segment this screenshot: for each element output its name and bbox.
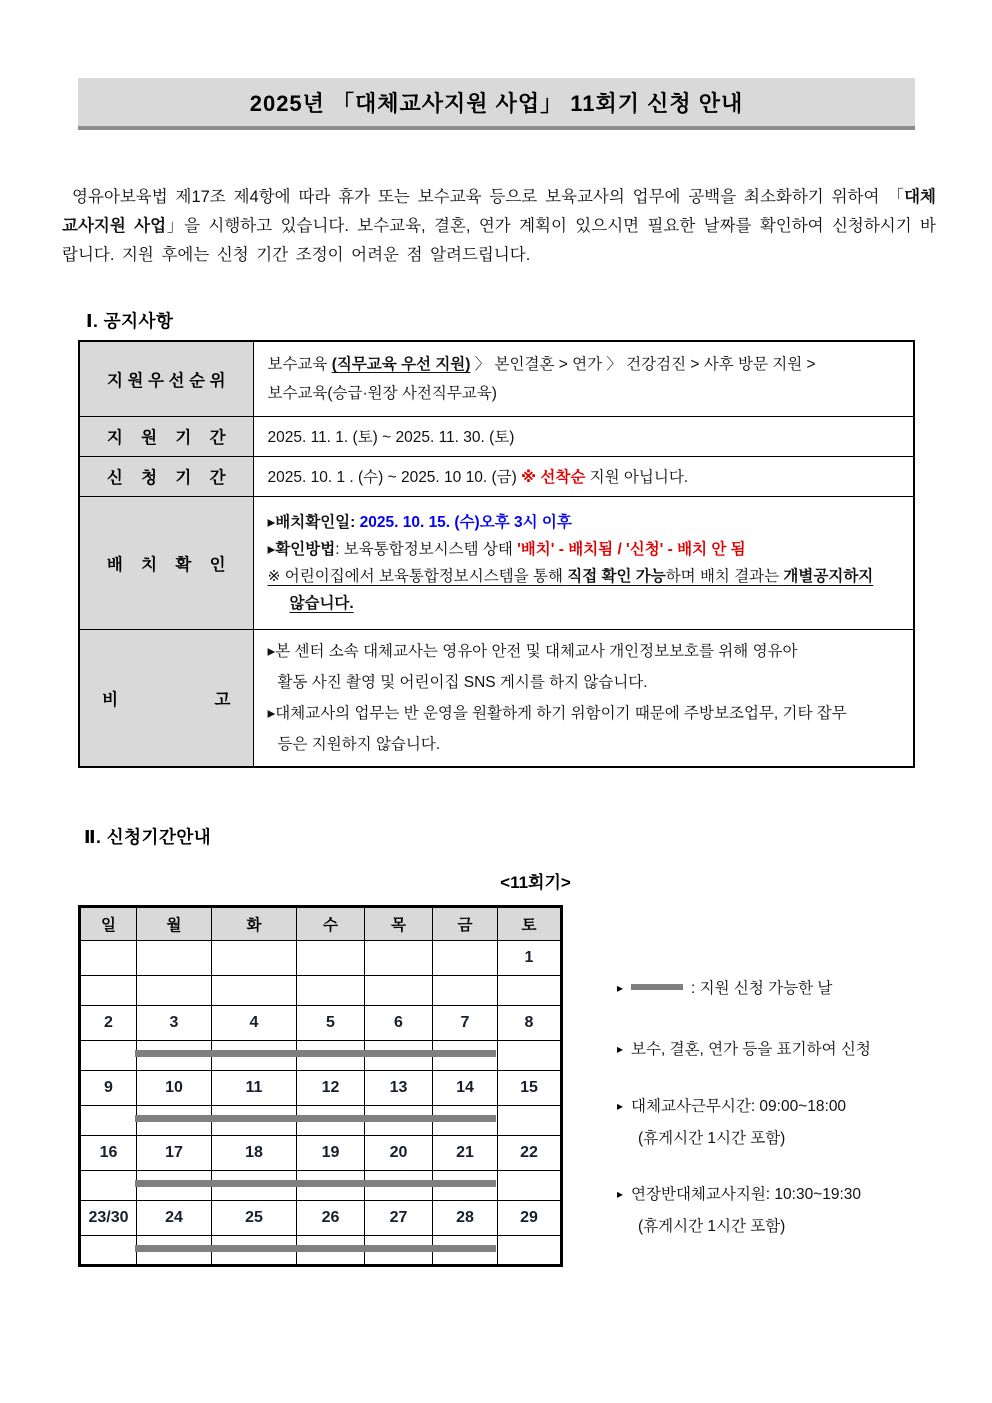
legend-work-hours-sub: (휴게시간 1시간 포함) bbox=[638, 1130, 786, 1147]
priority-line2: 보수교육(승급·원장 사전직무교육) bbox=[267, 384, 497, 402]
calendar-week5 bbox=[80, 1201, 562, 1236]
assignment-note-pre: ※ 어린이집에서 보육통합정보시스템을 통해 bbox=[267, 567, 568, 585]
gray-bar-swatch-icon bbox=[631, 984, 683, 990]
legend-mark-reason bbox=[617, 1037, 871, 1059]
day-header-tue: 화 bbox=[212, 907, 297, 941]
calendar-week1 bbox=[80, 941, 562, 976]
priority-pre: 보수교육 bbox=[267, 355, 332, 373]
calendar-day: 29 bbox=[498, 1201, 562, 1236]
calendar-header-row bbox=[80, 907, 562, 941]
calendar-day bbox=[297, 941, 365, 976]
assignment-date-value: 2025. 10. 15. (수)오후 3시 이후 bbox=[355, 513, 572, 531]
application-available-bar bbox=[135, 1050, 496, 1057]
day-header-fri: 금 bbox=[433, 907, 498, 941]
day-header-mon: 월 bbox=[137, 907, 212, 941]
application-available-bar bbox=[135, 1180, 496, 1187]
calendar-week2 bbox=[80, 1006, 562, 1041]
triangle-bullet-icon: ▸ bbox=[617, 1187, 624, 1201]
intro-paragraph bbox=[62, 183, 936, 270]
assignment-method-status: '배치' - 배치됨 / '신청' - 배치 안 됨 bbox=[517, 540, 746, 558]
assignment-date-label: ▸배치확인일: bbox=[267, 513, 356, 531]
calendar-day bbox=[365, 941, 433, 976]
calendar-day: 8 bbox=[498, 1006, 562, 1041]
intro-text-pre: 영유아보육법 제17조 제4항에 따라 휴가 또는 보수교육 등으로 보육교사의 업무에 공백을 최소화하기 위하여 「 bbox=[72, 188, 905, 206]
calendar-day: 15 bbox=[498, 1071, 562, 1106]
assignment-line2 bbox=[268, 536, 902, 563]
row-header-support-period: 지 원 기 간 bbox=[79, 416, 253, 456]
day-header-sun: 일 bbox=[80, 907, 137, 941]
page-title: 2025년 「대체교사지원 사업」 11회기 신청 안내 bbox=[249, 90, 744, 116]
row-header-apply-period: 신 청 기 간 bbox=[79, 456, 253, 496]
table-row bbox=[79, 416, 914, 456]
calendar-day: 12 bbox=[297, 1071, 365, 1106]
intro-text-post: 」을 시행하고 있습니다. 보수교육, 결혼, 연가 계획이 있으시면 필요한 날짜를 확인하여 신청하시기 바랍니다. 지원 후에는 신청 기간 조정이 어려운 점 알려드립니다. bbox=[62, 217, 936, 264]
table-row bbox=[79, 341, 914, 416]
remarks-bullet1-line1: ▸본 센터 소속 대체교사는 영유아 안전 및 대체교사 개인정보보호를 위해 영유아 bbox=[267, 642, 798, 660]
priority-post: 〉 본인결혼 > 연가 〉 건강검진 > 사후 방문 지원 > bbox=[470, 355, 816, 373]
day-header-thu: 목 bbox=[365, 907, 433, 941]
calendar-day bbox=[433, 941, 498, 976]
notice-table bbox=[78, 340, 915, 768]
triangle-bullet-icon: ▸ bbox=[617, 1042, 624, 1056]
remarks-bullet2-line1: ▸대체교사의 업무는 반 운영을 원활하게 하기 위함이기 때문에 주방보조업무, 기타 잡무 bbox=[267, 704, 847, 722]
round-label: <11회기> bbox=[500, 873, 571, 892]
row-header-priority: 지 원 우 선 순 위 bbox=[79, 341, 253, 416]
calendar-day: 1 bbox=[498, 941, 562, 976]
apply-period-value: 2025. 10. 1 . (수) ~ 2025. 10 10. (금) bbox=[267, 469, 522, 486]
calendar-week3 bbox=[80, 1071, 562, 1106]
assignment-method-label: ▸확인방법 bbox=[267, 540, 336, 558]
calendar-day bbox=[212, 941, 297, 976]
legend-extended-hours-text: 연장반대체교사지원: 10:30~19:30 bbox=[631, 1186, 862, 1203]
calendar-day: 10 bbox=[137, 1071, 212, 1106]
calendar-day: 5 bbox=[297, 1006, 365, 1041]
legend-extended-hours bbox=[617, 1182, 861, 1204]
calendar-day: 9 bbox=[80, 1071, 137, 1106]
calendar-day: 4 bbox=[212, 1006, 297, 1041]
calendar-day: 13 bbox=[365, 1071, 433, 1106]
remarks-bullet1-line2: 활동 사진 촬영 및 어린이집 SNS 게시를 하지 않습니다. bbox=[277, 673, 648, 691]
table-row bbox=[79, 629, 914, 767]
calendar-day: 19 bbox=[297, 1136, 365, 1171]
assignment-line3 bbox=[268, 563, 902, 590]
calendar-day: 17 bbox=[137, 1136, 212, 1171]
calendar-day: 20 bbox=[365, 1136, 433, 1171]
apply-period-cell bbox=[253, 456, 914, 496]
calendar-day: 18 bbox=[212, 1136, 297, 1171]
remarks-cell bbox=[253, 629, 914, 767]
calendar-day: 6 bbox=[365, 1006, 433, 1041]
calendar-day: 11 bbox=[212, 1071, 297, 1106]
legend-available-day-text: : 지원 신청 가능한 날 bbox=[691, 980, 833, 997]
section1-heading: Ⅰ. 공지사항 bbox=[86, 311, 174, 331]
calendar bbox=[78, 905, 560, 1267]
calendar-day: 23/30 bbox=[80, 1201, 137, 1236]
assignment-note-bold2: 개별공지하지 bbox=[783, 567, 874, 585]
priority-line1 bbox=[268, 350, 902, 379]
application-available-bar bbox=[135, 1245, 496, 1252]
calendar-day: 21 bbox=[433, 1136, 498, 1171]
assignment-line4 bbox=[268, 590, 902, 617]
calendar-day: 26 bbox=[297, 1201, 365, 1236]
calendar-week4 bbox=[80, 1136, 562, 1171]
calendar-day: 22 bbox=[498, 1136, 562, 1171]
calendar-day: 3 bbox=[137, 1006, 212, 1041]
apply-period-note: 지원 아닙니다. bbox=[585, 469, 689, 486]
support-period-cell: 2025. 11. 1. (토) ~ 2025. 11. 30. (토) bbox=[253, 416, 914, 456]
calendar-day: 16 bbox=[80, 1136, 137, 1171]
calendar-day: 27 bbox=[365, 1201, 433, 1236]
section2-heading: Ⅱ. 신청기간안내 bbox=[84, 827, 212, 847]
day-header-wed: 수 bbox=[297, 907, 365, 941]
assignment-note-mid: 하며 배치 결과는 bbox=[665, 567, 784, 585]
calendar-gap-row bbox=[80, 976, 562, 1006]
remarks-bullet2-line2: 등은 지원하지 않습니다. bbox=[277, 735, 441, 753]
calendar-day: 28 bbox=[433, 1201, 498, 1236]
calendar-day: 25 bbox=[212, 1201, 297, 1236]
priority-underlined: (직무교육 우선 지원) bbox=[331, 355, 471, 373]
table-row bbox=[79, 496, 914, 629]
calendar-day: 2 bbox=[80, 1006, 137, 1041]
legend-work-hours-text: 대체교사근무시간: 09:00~18:00 bbox=[631, 1098, 847, 1115]
assignment-method-mid: : 보육통합정보시스템 상태 bbox=[335, 540, 518, 558]
calendar-day: 14 bbox=[433, 1071, 498, 1106]
intro-text-bold: 대체교사지원 사업 bbox=[62, 188, 936, 235]
assignment-line1 bbox=[268, 509, 902, 536]
calendar-day: 24 bbox=[137, 1201, 212, 1236]
triangle-bullet-icon: ▸ bbox=[617, 981, 624, 995]
table-row bbox=[79, 456, 914, 496]
title-banner bbox=[78, 78, 915, 130]
application-available-bar bbox=[135, 1115, 496, 1122]
assignment-note-cont: 않습니다. bbox=[289, 594, 354, 612]
calendar-day bbox=[80, 941, 137, 976]
legend-available-day bbox=[617, 976, 832, 998]
assignment-check-cell bbox=[253, 496, 914, 629]
day-header-sat: 토 bbox=[498, 907, 562, 941]
calendar-day: 7 bbox=[433, 1006, 498, 1041]
apply-period-note-red: ※ 선착순 bbox=[521, 469, 586, 486]
row-header-remarks: 비 고 bbox=[79, 629, 253, 767]
priority-cell bbox=[253, 341, 914, 416]
legend-extended-hours-sub: (휴게시간 1시간 포함) bbox=[638, 1218, 786, 1235]
calendar-day bbox=[137, 941, 212, 976]
row-header-assignment-check: 배 치 확 인 bbox=[79, 496, 253, 629]
assignment-note-bold1: 직접 확인 가능 bbox=[567, 567, 666, 585]
legend-mark-reason-text: 보수, 결혼, 연가 등을 표기하여 신청 bbox=[631, 1041, 871, 1058]
triangle-bullet-icon: ▸ bbox=[617, 1099, 624, 1113]
calendar-table bbox=[78, 905, 563, 1267]
legend-work-hours bbox=[617, 1094, 846, 1116]
